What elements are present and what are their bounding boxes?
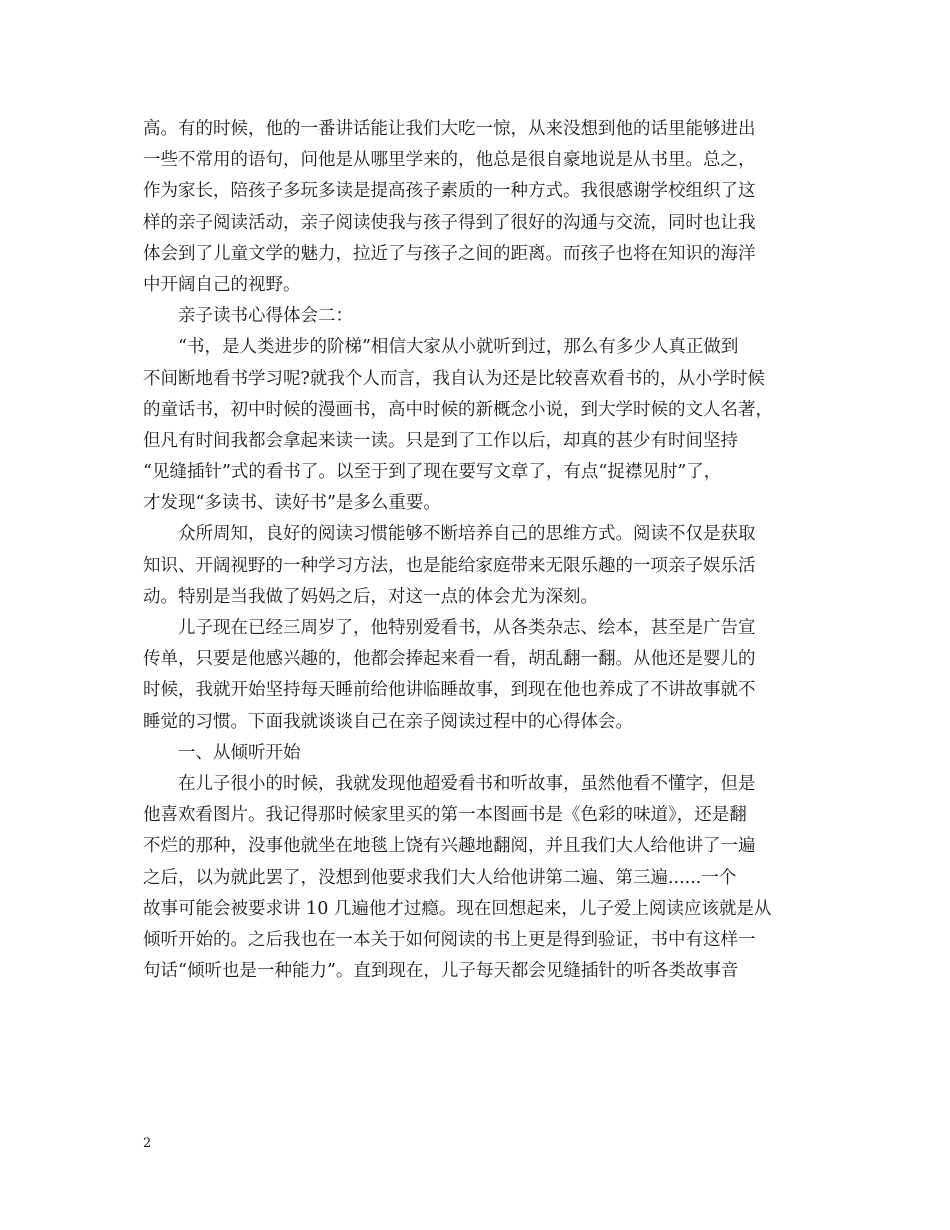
text-line: 他喜欢看图片。我记得那时候家里买的第一本图画书是《色彩的味道》，还是翻 bbox=[143, 805, 747, 826]
text-line: 不烂的那种，没事他就坐在地毯上饶有兴趣地翻阅，并且我们大人给他讲了一遍 bbox=[143, 836, 756, 857]
text-line: 睡觉的习惯。下面我就谈谈自己在亲子阅读过程中的心得体会。 bbox=[143, 711, 633, 732]
text-line: 动。特别是当我做了妈妈之后，对这一点的体会尤为深刻。 bbox=[143, 586, 598, 607]
text-line: 一、从倾听开始 bbox=[178, 742, 301, 763]
paragraph bbox=[143, 301, 823, 332]
text-line: 一些不常用的语句，问他是从哪里学来的，他总是很自豪地说是从书里。总之， bbox=[143, 150, 756, 171]
paragraph bbox=[143, 613, 823, 738]
text-line: 样的亲子阅读活动，亲子阅读使我与孩子得到了很好的沟通与交流，同时也让我 bbox=[143, 212, 756, 233]
paragraph bbox=[143, 738, 823, 769]
text-line: 高。有的时候，他的一番讲话能让我们大吃一惊，从来没想到他的话里能够进出 bbox=[143, 119, 756, 139]
text-line: 之后，以为就此罢了，没想到他要求我们大人给他讲第二遍、第三遍......一个 bbox=[143, 867, 737, 888]
text-line: 众所周知，良好的阅读习惯能够不断培养自己的思维方式。阅读不仅是获取 bbox=[178, 524, 756, 545]
paragraph bbox=[143, 519, 823, 613]
text-line: 作为家长，陪孩子多玩多读是提高孩子素质的一种方式。我很感谢学校组织了这 bbox=[143, 181, 756, 202]
text-line: 中开阔自己的视野。 bbox=[143, 274, 301, 295]
text-line: 传单，只要是他感兴趣的，他都会捧起来看一看，胡乱翻一翻。从他还是婴儿的 bbox=[143, 649, 756, 670]
text-line: 不间断地看书学习呢?就我个人而言，我自认为还是比较喜欢看书的，从小学时候 bbox=[143, 368, 765, 389]
text-line: 句话“倾听也是一种能力”。直到现在，儿子每天都会见缝插针的听各类故事音 bbox=[143, 961, 739, 982]
text-line: 才发现“多读书、读好书”是多么重要。 bbox=[143, 493, 441, 514]
text-line: “书，是人类进步的阶梯”相信大家从小就听到过，那么有多少人真正做到 bbox=[178, 337, 739, 358]
text-line: 但凡有时间我都会拿起来读一读。只是到了工作以后，却真的甚少有时间坚持 bbox=[143, 430, 738, 451]
text-line: 时候，我就开始坚持每天睡前给他讲临睡故事，到现在他也养成了不讲故事就不 bbox=[143, 680, 756, 701]
text-line: “见缝插针”式的看书了。以至于到了现在要写文章了，有点“捉襟见肘”了， bbox=[143, 462, 722, 483]
paragraph bbox=[143, 332, 823, 519]
text-line: 亲子读书心得体会二： bbox=[178, 306, 353, 327]
text-line: 体会到了儿童文学的魅力，拉近了与孩子之间的距离。而孩子也将在知识的海洋 bbox=[143, 243, 756, 264]
text-line: 的童话书，初中时候的漫画书，高中时候的新概念小说，到大学时候的文人名著， bbox=[143, 399, 773, 420]
text-line: 故事可能会被要求讲 10 几遍他才过瘾。现在回想起来，儿子爱上阅读应该就是从 bbox=[143, 898, 772, 919]
document-body bbox=[143, 114, 823, 987]
page-number: 2 bbox=[143, 1136, 152, 1151]
paragraph bbox=[143, 114, 823, 301]
text-line: 在儿子很小的时候，我就发现他超爱看书和听故事，虽然他看不懂字，但是 bbox=[178, 773, 756, 794]
text-line: 知识、开阔视野的一种学习方法，也是能给家庭带来无限乐趣的一项亲子娱乐活 bbox=[143, 555, 756, 576]
paragraph bbox=[143, 769, 823, 987]
text-line: 儿子现在已经三周岁了，他特别爱看书，从各类杂志、绘本，甚至是广告宣 bbox=[178, 618, 756, 638]
text-line: 倾听开始的。之后我也在一本关于如何阅读的书上更是得到验证，书中有这样一 bbox=[143, 929, 756, 950]
